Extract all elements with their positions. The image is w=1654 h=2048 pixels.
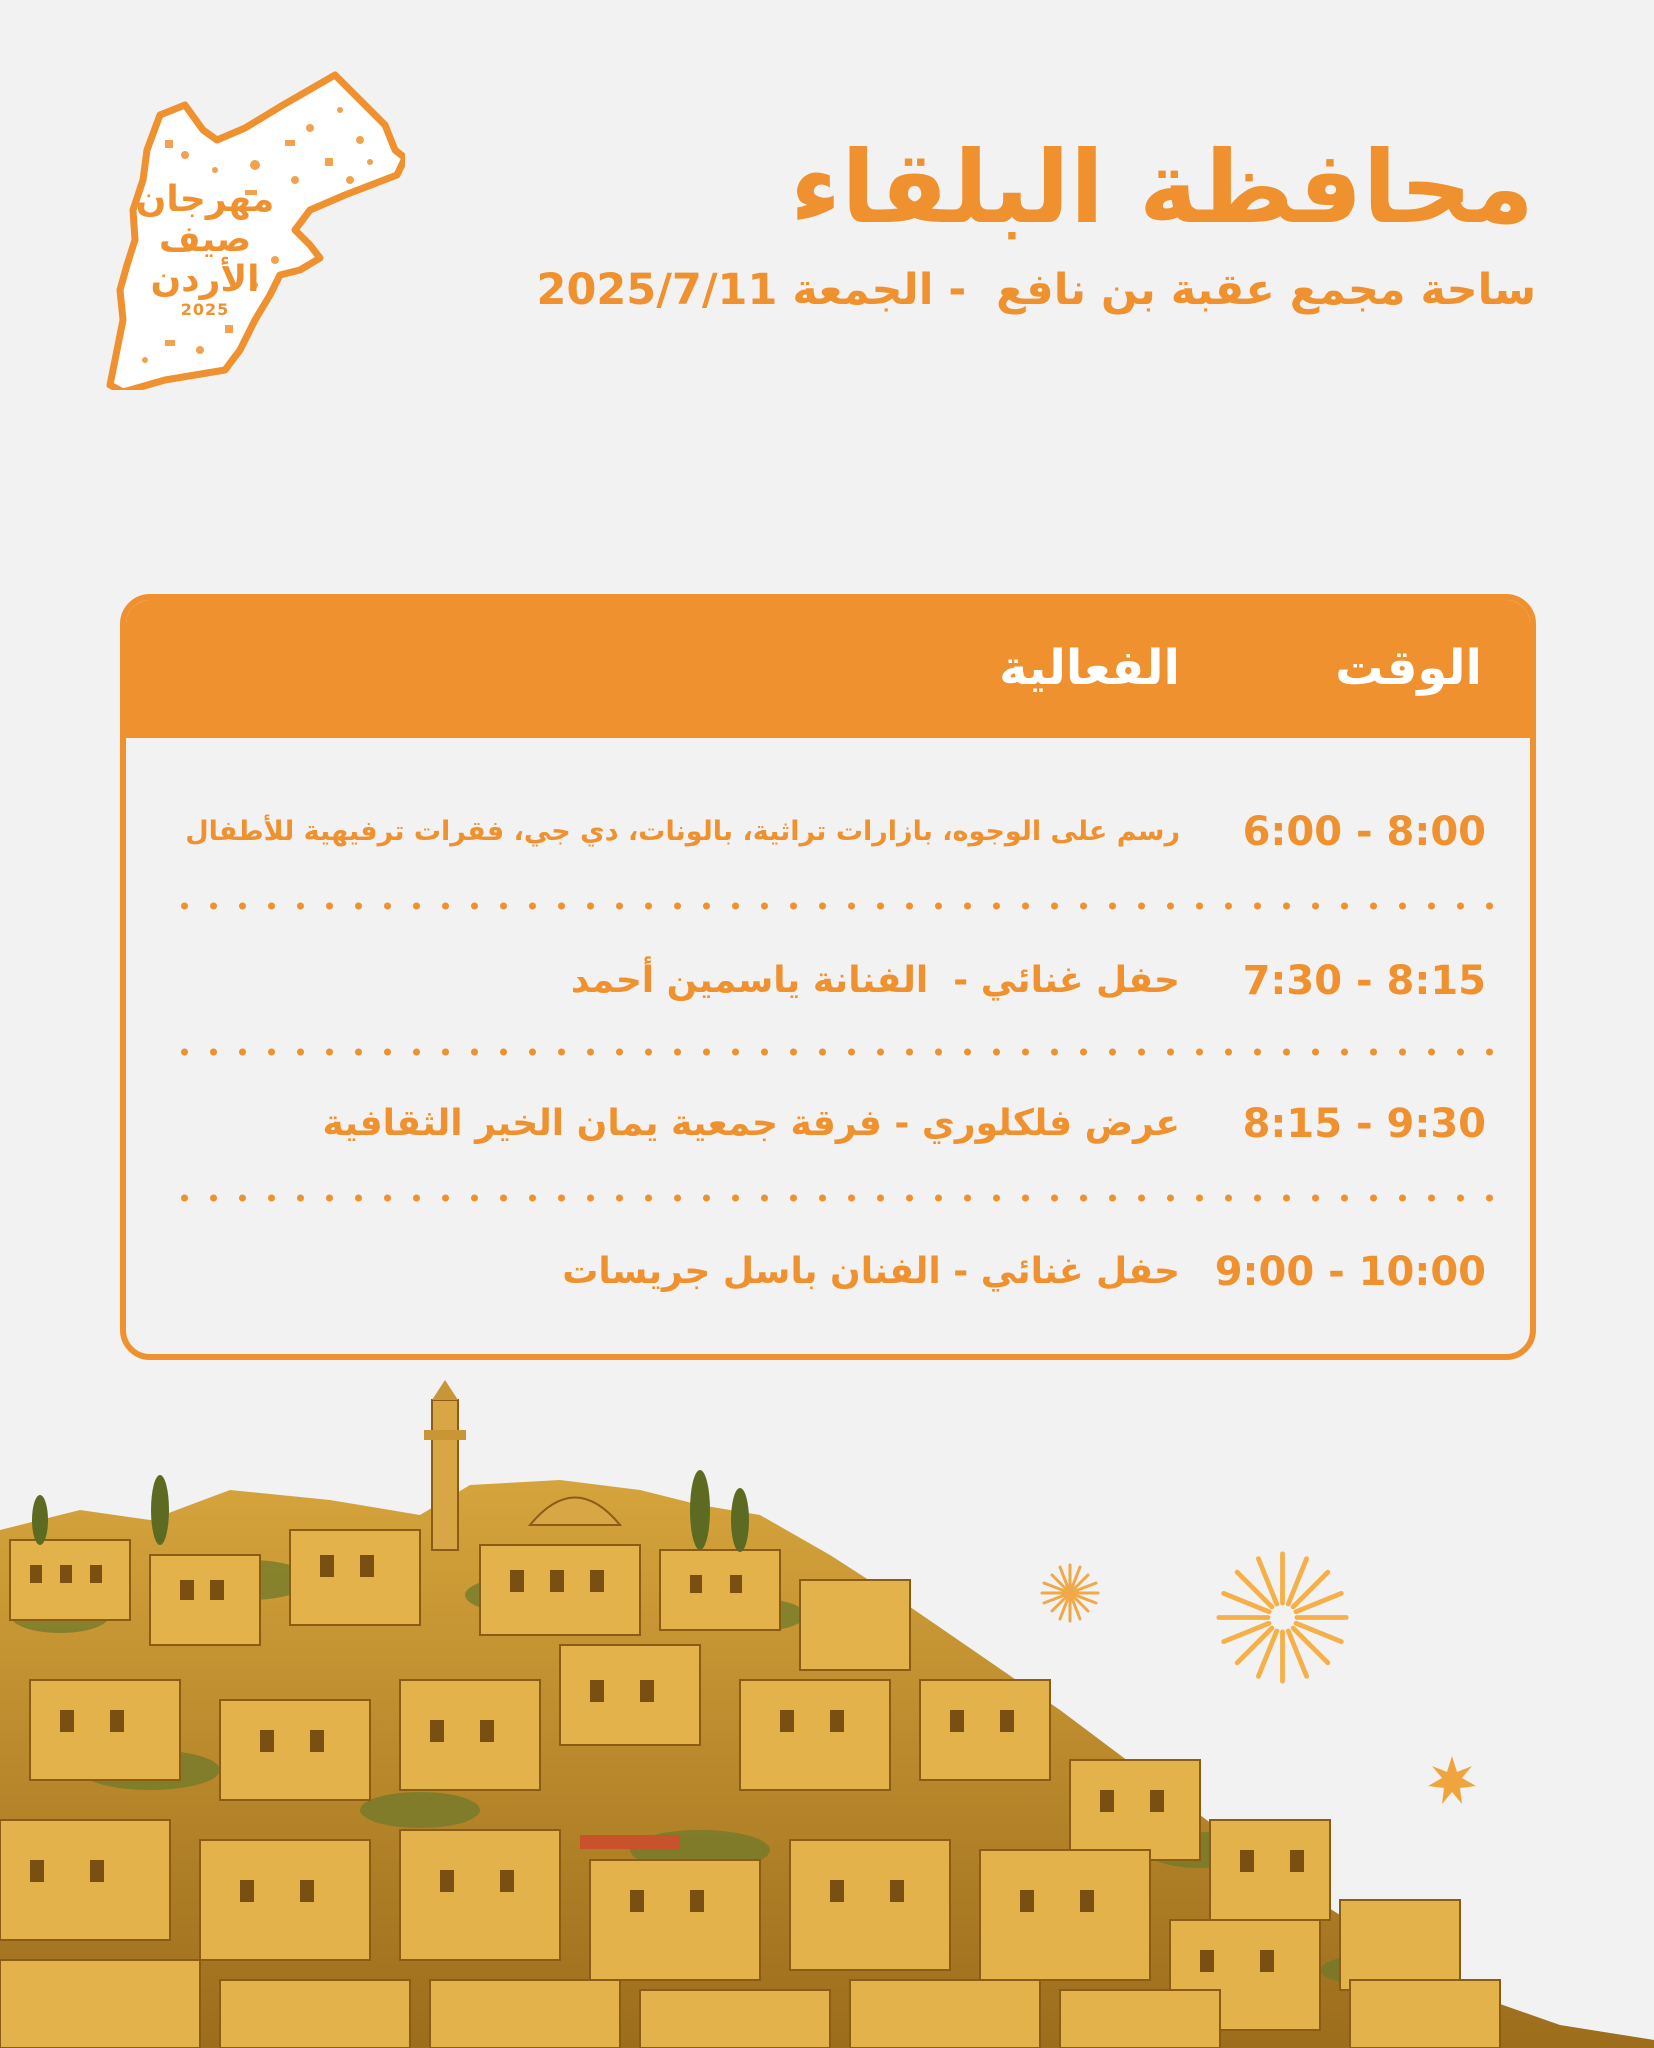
- sparkle-icon: [1427, 1755, 1477, 1805]
- schedule-row: [126, 1242, 1530, 1302]
- schedule-row: [126, 951, 1530, 1011]
- festival-logo: [105, 70, 405, 390]
- logo-line-2: صيف: [158, 219, 252, 260]
- sparkle-icon: [1215, 1550, 1350, 1685]
- town-illustration: [0, 1380, 1654, 2048]
- row-event: حفل غنائي - الفنانة ياسمين أحمد: [570, 960, 1180, 1001]
- column-header-time: الوقت: [1335, 640, 1482, 696]
- page-title: محافظة البلقاء: [790, 129, 1534, 246]
- row-event: رسم على الوجوه، بازارات تراثية، بالونات، دي جي، فقرات ترفيهية للأطفال: [185, 816, 1180, 847]
- sparkle-icon: [1040, 1563, 1100, 1623]
- row-event: عرض فلكلوري - فرقة جمعية يمان الخير الثقافية: [322, 1103, 1180, 1144]
- logo-line-1: مهرجان: [135, 179, 275, 220]
- schedule-header: [126, 600, 1530, 738]
- town-illustration-icon: [0, 1380, 1654, 2048]
- logo-text: [135, 180, 275, 320]
- row-time: 8:15 - 9:30: [1242, 1101, 1486, 1147]
- schedule-row: [126, 1094, 1530, 1154]
- row-time: 7:30 - 8:15: [1242, 958, 1486, 1004]
- row-divider: [170, 1194, 1502, 1202]
- schedule-table: [120, 594, 1536, 1360]
- row-event: حفل غنائي - الفنان باسل جريسات: [562, 1251, 1180, 1292]
- row-divider: [170, 902, 1502, 910]
- column-header-event: الفعالية: [999, 640, 1180, 696]
- row-time: 6:00 - 8:00: [1242, 809, 1486, 855]
- row-divider: [170, 1048, 1502, 1056]
- logo-year: 2025: [180, 300, 230, 319]
- row-time: 9:00 - 10:00: [1214, 1249, 1486, 1295]
- schedule-row: [126, 802, 1530, 862]
- page-subtitle: ساحة مجمع عقبة بن نافع - الجمعة 2025/7/11: [536, 265, 1536, 315]
- logo-line-3: الأردن: [150, 259, 260, 300]
